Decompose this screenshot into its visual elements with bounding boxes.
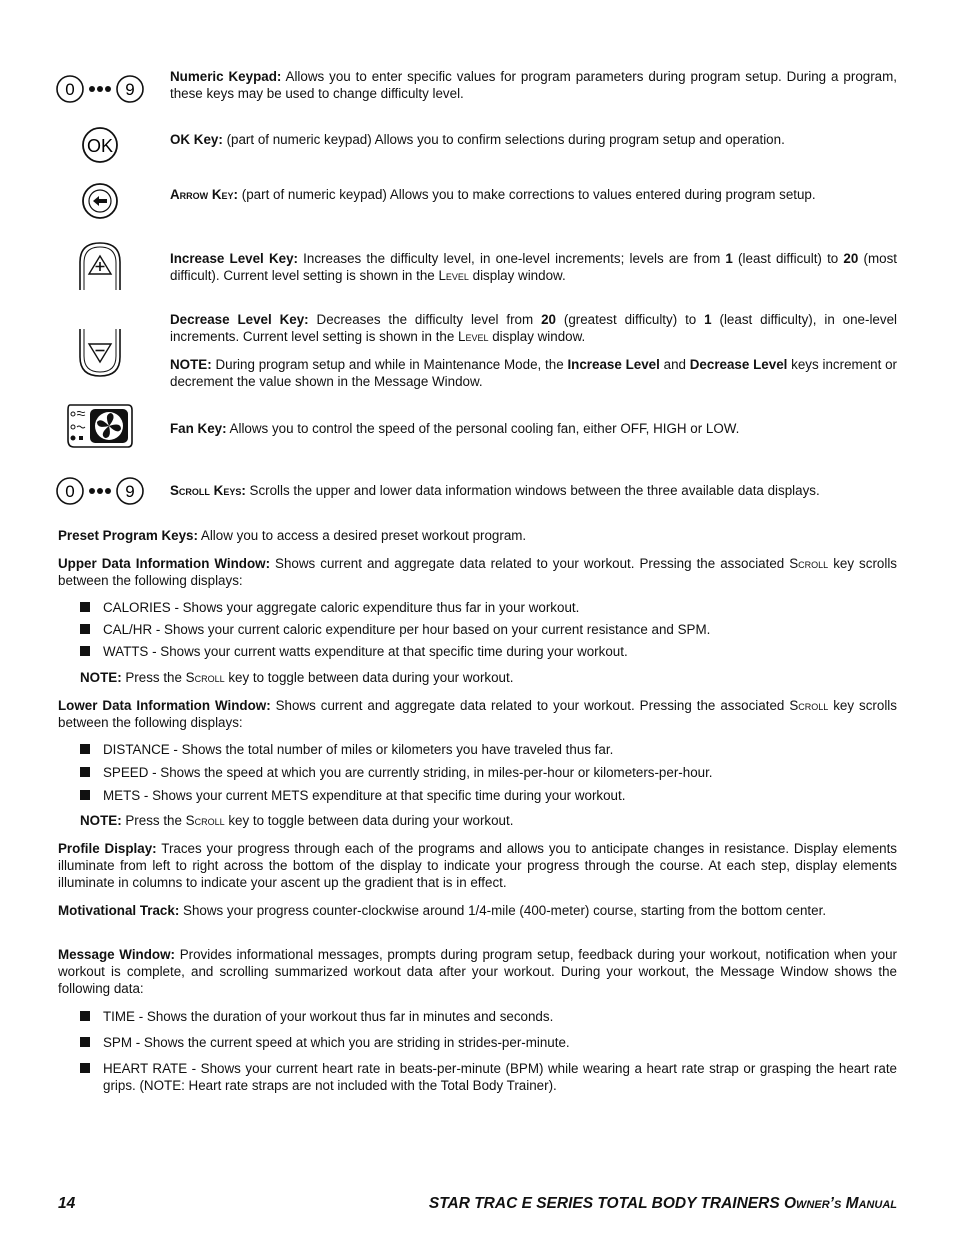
arrow-key-icon: [50, 182, 150, 220]
arrow-key-desc: Arrow Key: (part of numeric keypad) Allows you to make corrections to values entered during program setup.: [170, 187, 816, 202]
lower-window-para: Lower Data Information Window: Shows current and aggregate data related to your workout. Pressing the associated Scroll key scrolls between the following displays:: [58, 698, 897, 730]
level-note: NOTE: During program setup and while in Maintenance Mode, the Increase Level and Decrease Level keys increment or decrement the value shown in the Message Window.: [170, 357, 897, 389]
manual-title: STAR TRAC E SERIES TOTAL BODY TRAINERS Owner’s Manual: [428, 1195, 897, 1212]
profile-display-para: Profile Display: Traces your progress through each of the programs and allows you to anticipate changes in resistance. Display elements illuminate from left to right across the bottom of the display to indicate your progress through the course. At each step, display elements illuminate in columns to indicate your ascent up the gradient that is in effect.: [58, 841, 898, 890]
page-number: 14: [58, 1195, 76, 1212]
svg-text:9: 9: [125, 482, 135, 501]
lower-window-list: [80, 741, 897, 809]
list-item: CAL/HR - Shows your current caloric expenditure per hour based on your current resistance and SPM.: [80, 621, 897, 638]
preset-program-para: Preset Program Keys: Allow you to access a desired preset workout program.: [58, 528, 527, 543]
list-item: TIME - Shows the duration of your workout thus far in minutes and seconds.: [80, 1008, 897, 1025]
upper-window-list: [80, 599, 897, 665]
increase-level-icon: [50, 240, 150, 292]
list-item: HEART RATE - Shows your current heart rate in beats-per-minute (BPM) while wearing a heart rate strap or grasping the heart rate grips. (NOTE: Heart rate straps are not included with the Total Body Trainer).: [80, 1060, 897, 1094]
zero-glyph: 0: [65, 80, 75, 99]
list-item: WATTS - Shows your current watts expenditure at that specific time during your workout.: [80, 643, 897, 660]
increase-level-desc: Increase Level Key: Increases the difficulty level, in one-level increments; levels are from 1 (least difficult) to 20 (most difficult). Current level setting is shown in the Level display window.: [170, 251, 897, 283]
ok-glyph: OK: [86, 136, 114, 156]
decrease-level-desc: Decrease Level Key: Decreases the difficulty level from 20 (greatest difficulty) to 1 (least difficulty), in one-level increments. Current level setting is shown in the Level display window. NOTE: During program setup and while in Maintenance Mode, the Increase Level and Decrease Level keys increment or decrement the value shown in the Message Window.: [170, 312, 897, 389]
numeric-keypad-desc: Numeric Keypad: Allows you to enter specific values for program parameters during program setup. During a program, these keys may be used to change difficulty level.: [170, 69, 897, 101]
scroll-keys-desc: Scroll Keys: Scrolls the upper and lower data information windows between the three available data displays.: [170, 483, 820, 498]
decrease-level-icon: [50, 327, 150, 379]
fan-key-desc: Fan Key: Allows you to control the speed of the personal cooling fan, either OFF, HIGH or LOW.: [170, 421, 740, 436]
upper-window-para: Upper Data Information Window: Shows current and aggregate data related to your workout. Pressing the associated Scroll key scrolls between the following displays:: [58, 556, 898, 588]
list-item: SPEED - Shows the speed at which you are currently striding, in miles-per-hour or kilometers-per-hour.: [80, 764, 897, 781]
page-footer: [58, 1195, 897, 1212]
list-item: METS - Shows your current METS expenditure at that specific time during your workout.: [80, 787, 897, 804]
message-window-list: [80, 1008, 897, 1099]
motivational-track-para: Motivational Track: Shows your progress counter-clockwise around 1/4-mile (400-meter) course, starting from the bottom center.: [58, 903, 827, 918]
message-window-para: Message Window: Provides informational messages, prompts during program setup, feedback during your workout, notification when your workout is complete, and scrolling summarized workout data after your workout. During your workout, the Message Window shows the following data:: [58, 947, 897, 996]
key-title: Numeric Keypad:: [170, 69, 282, 84]
lower-window-note: NOTE: Press the Scroll key to toggle between data during your workout.: [80, 813, 514, 828]
nine-glyph: 9: [125, 80, 135, 99]
svg-text:0: 0: [65, 482, 75, 501]
upper-window-note: NOTE: Press the Scroll key to toggle between data during your workout.: [80, 670, 514, 685]
list-item: DISTANCE - Shows the total number of miles or kilometers you have traveled thus far.: [80, 741, 897, 758]
list-item: SPM - Shows the current speed at which you are striding in strides-per-minute.: [80, 1034, 897, 1051]
numeric-keypad-icon: [50, 72, 150, 106]
ok-key-icon: [50, 125, 150, 165]
fan-key-icon: [50, 402, 150, 450]
ok-key-desc: OK Key: (part of numeric keypad) Allows you to confirm selections during program setup and operation.: [170, 132, 785, 147]
list-item: CALORIES - Shows your aggregate caloric expenditure thus far in your workout.: [80, 599, 897, 616]
scroll-keys-icon: [50, 474, 150, 508]
